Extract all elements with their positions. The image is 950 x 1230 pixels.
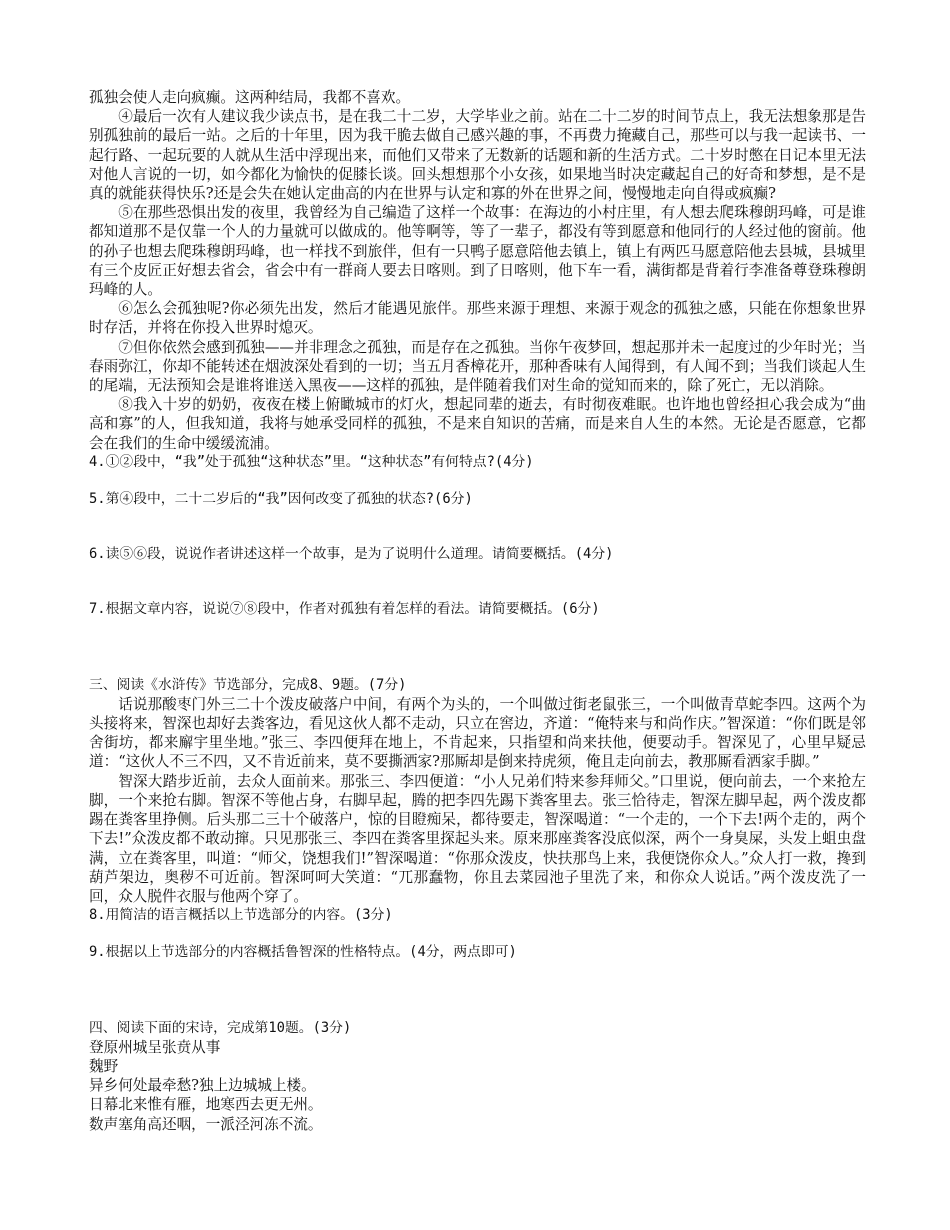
poem-line-3: 数声塞角高还咽，一派泾河冻不流。 xyxy=(89,1115,323,1133)
paragraph-5: ⑤在那些恐惧出发的夜里，我曾经为自己编造了这样一个故事：在海边的小村庄里，有人想去爬珠穆朗玛峰，可是谁都知道那不是仅靠一个人的力量就可以做成的。他等啊等，等了一辈子，都没有等到愿意和他同行的人经过他的窗前。他的孙子也想去爬珠穆朗玛峰，也一样找不到旅伴，但有一只鸭子愿意陪他去镇上，镇上有两匹马愿意陪他去县城，县城里有三个皮匠正好想去省会，省会中有一群商人要去日喀则。到了日喀则，他下车一看，满街都是背着行李准备尊登珠穆朗玛峰的人。 xyxy=(89,204,866,299)
answer-space xyxy=(89,472,866,490)
poem-title: 登原州城呈张贲从事 xyxy=(89,1038,221,1056)
question-6: 6.读⑤⑥段，说说作者讲述这样一个故事，是为了说明什么道理。请简要概括。(4分) xyxy=(89,546,614,563)
answer-space xyxy=(89,509,866,545)
answer-space xyxy=(89,620,866,676)
paragraph-6: ⑥怎么会孤独呢?你必须先出发，然后才能遇见旅伴。那些来源于理想、来源于观念的孤独之感，只能在你想象世界时存活，并将在你投入世界时熄灭。 xyxy=(89,300,866,337)
poem-author: 魏野 xyxy=(89,1057,119,1075)
excerpt-paragraph-2: 智深大踏步近前，去众人面前来。那张三、李四便道：“小人兄弟们特来参拜师父。”口里说，便向前去，一个来抢左脚，一个来抢右脚。智深不等他占身，右脚早起，腾的把李四先踢下粪客里去。张三恰待走，智深左脚早起，两个泼皮都踢在粪客里挣侧。后头那二三十个破落户，惊的目瞪痴呆，都待要走，智深喝道：“一个走的，一个下去!两个走的，两个下去!”众泼皮都不敢动撺。只见那张三、李四在粪客里探起头来。原来那座粪客没底似深，两个一身臭屎，头发上蛆虫盘满，立在粪客里，叫道：“师父，饶想我们!”智深喝道：“你那众泼皮，快扶那鸟上来，我便饶你众人。”众人打一救，搀到葫芦架边，奥秽不可近前。智深呵呵大笑道：“兀那蠢物，你且去菜园池子里洗了来，和你众人说话。”两个泼皮洗了一回，众人脱件衣服与他两个穿了。 xyxy=(89,772,866,905)
question-7: 7.根据文章内容，说说⑦⑧段中，作者对孤独有着怎样的看法。请简要概括。(6分) xyxy=(89,601,600,618)
paragraph-continued: 孤独会使人走向疯癫。这两种结局，我都不喜欢。 xyxy=(89,89,411,106)
poem-line-2: 日幕北来惟有雁，地寒西去更无州。 xyxy=(89,1096,323,1114)
question-9: 9.根据以上节选部分的内容概括鲁智深的性格特点。(4分，两点即可) xyxy=(89,944,517,961)
section-3-heading: 三、阅读《水浒传》节选部分，完成8、9题。(7分) xyxy=(89,676,407,693)
question-8: 8.用简洁的语言概括以上节选部分的内容。(3分) xyxy=(89,907,393,924)
section-4-heading: 四、阅读下面的宋诗，完成第10题。(3分) xyxy=(89,1019,352,1036)
excerpt-paragraph-1: 话说那酸枣门外三二十个泼皮破落户中间，有两个为头的，一个叫做过街老鼠张三，一个叫做青草蛇李四。这两个为头接将来，智深也却好去粪客边，看见这伙人都不走动，只立在窖边，齐道：“俺特来与和尚作庆。”智深道：“你们既是邻舍街坊，都来廨宇里坐地。”张三、李四便拜在地上，不肯起来，只指望和尚来扶他，便要动手。智深见了，心里早疑忌道：“这伙人不三不四，又不肯近前来，莫不要撕洒家?那厮却是倒来持虎须，俺且走向前去，教那厮看洒家手脚。” xyxy=(89,695,866,771)
paragraph-4: ④最后一次有人建议我少读点书，是在我二十二岁，大学毕业之前。站在二十二岁的时间节点上，我无法想象那是告别孤独前的最后一站。之后的十年里，因为我干脆去做自己感兴趣的事，不再费力掩藏自己，那些可以与我一起读书、一起行路、一起玩要的人就从生活中浮现出来，而他们又带来了无数新的话题和新的生活方式。二十岁时憋在日记本里无法对他人言说的一切，如今都化为愉快的促膝长谈。回头想想那个小女孩，如果地当时决定藏起自己的好奇和梦想，是不是真的就能获得快乐?还是会失在她认定曲高的内在世界与认定和寡的外在世界之间，慢慢地走向自得或疯癫? xyxy=(89,108,866,203)
poem-line-1: 异乡何处最牵愁?独上边城城上楼。 xyxy=(89,1077,316,1095)
paragraph-7: ⑦但你依然会感到孤独——并非理念之孤独，而是存在之孤独。当你午夜梦回，想起那并未一起度过的少年时光；当春雨弥江，你却不能转述在烟波深处看到的一切；当五月香樟花开，那种香味有人闻得到，有人闻不到；当我们谈起人生的尾端，无法预知会是谁将谁送入黑夜——这样的孤独，是伴随着我们对生命的觉知而来的，除了死亡，无以消除。 xyxy=(89,338,866,395)
answer-space xyxy=(89,963,866,1019)
question-5: 5.第④段中，二十二岁后的“我”因何改变了孤独的状态?(6分) xyxy=(89,491,473,508)
answer-space xyxy=(89,925,866,943)
paragraph-8: ⑧我入十岁的奶奶，夜夜在楼上俯瞰城市的灯火，想起同辈的逝去，有时彻夜难眠。也许地也曾经担心我会成为“曲高和寡”的人，但我知道，我将与她承受同样的孤独，不是来自知识的苦痛，而是来自人生的本然。无论是否愿意，它都会在我们的生命中缓缓流浦。 xyxy=(89,396,866,452)
answer-space xyxy=(89,564,866,600)
document-page xyxy=(89,88,866,1134)
question-4: 4.①②段中，“我”处于孤独“这种状态”里。“这种状态”有何特点?(4分) xyxy=(89,453,534,470)
